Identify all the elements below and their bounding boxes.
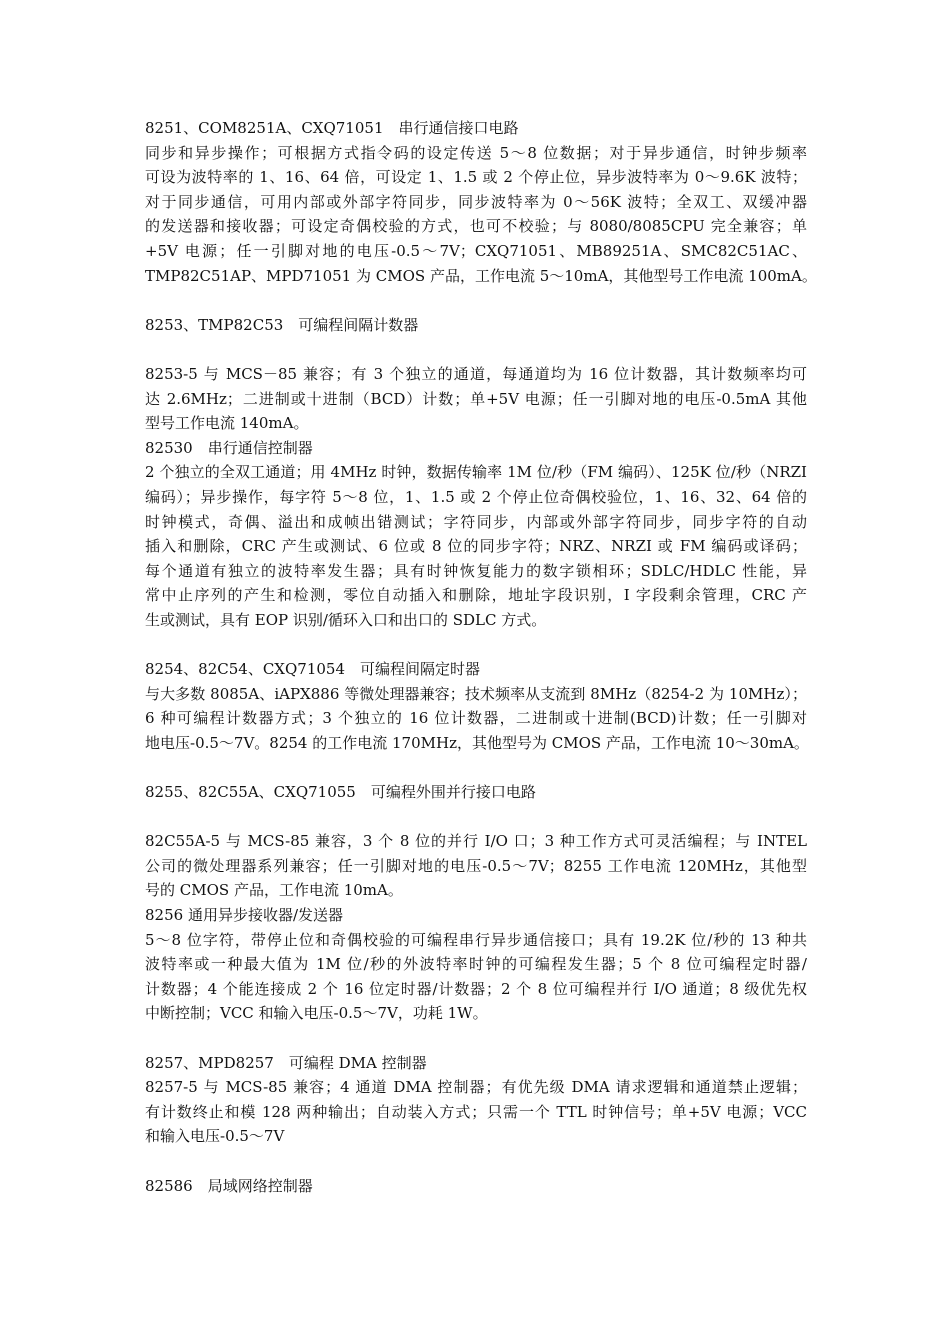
- paragraph-line: 82C55A-5 与 MCS-85 兼容，3 个 8 位的并行 I/O 口；3 种工作方式可灵活编程；与 INTEL: [145, 832, 807, 851]
- paragraph-line: 达 2.6MHz；二进制或十进制（BCD）计数；单+5V 电源；任一引脚对地的电压-0.5mA 其他: [145, 389, 807, 408]
- paragraph-line: 地电压-0.5～7V。8254 的工作电流 170MHz，其他型号为 CMOS 产品，工作电流 10～30mA。: [145, 733, 809, 752]
- section-heading-8254: 8254、82C54、CXQ71054 可编程间隔定时器: [145, 660, 480, 679]
- paragraph-line: TMP82C51AP、MPD71051 为 CMOS 产品，工作电流 5～10mA，其他型号工作电流 100mA。: [145, 266, 817, 285]
- spacer: [145, 337, 807, 362]
- paragraph-line: 的发送器和接收器；可设定奇偶校验的方式，也可不校验；与 8080/8085CPU 完全兼容；单: [145, 217, 807, 236]
- spacer: [145, 288, 807, 313]
- paragraph-line: 8257-5 与 MCS-85 兼容；4 通道 DMA 控制器；有优先级 DMA 请求逻辑和通道禁止逻辑；: [145, 1078, 807, 1097]
- section-heading-82530: 82530 串行通信控制器: [145, 438, 313, 457]
- paragraph-line: 8253-5 与 MCS－85 兼容；有 3 个独立的通道，每通道均为 16 位计数器，其计数频率均可: [145, 364, 807, 383]
- section-heading-8251: 8251、COM8251A、CXQ71051 串行通信接口电路: [145, 119, 519, 137]
- spacer: [145, 1149, 807, 1174]
- paragraph-line: 5～8 位字符，带停止位和奇偶校验的可编程串行异步通信接口；具有 19.2K 位/秒的 13 种共: [145, 930, 807, 949]
- paragraph-line: 对于同步通信，可用内部或外部字符同步，同步波特率为 0～56K 波特；全双工、双缓冲器: [145, 192, 807, 211]
- paragraph-line: 型号工作电流 140mA。: [145, 414, 309, 433]
- paragraph-line: 时钟模式，奇偶、溢出和成帧出错测试；字符同步，内部或外部字符同步，同步字符的自动: [145, 512, 807, 531]
- paragraph-line: 计数器；4 个能连接成 2 个 16 位定时器/计数器；2 个 8 位可编程并行 I/O 通道；8 级优先权: [145, 979, 807, 998]
- paragraph-line: 2 个独立的全双工通道；用 4MHz 时钟，数据传输率 1M 位/秒（FM 编码）、125K 位/秒（NRZI: [145, 463, 807, 482]
- paragraph-line: 每个通道有独立的波特率发生器；具有时钟恢复能力的数字锁相环；SDLC/HDLC 性能，异: [145, 561, 807, 580]
- paragraph-line: 和输入电压-0.5～7V: [145, 1127, 285, 1146]
- paragraph-line: 生或测试，具有 EOP 识别/循环入口和出口的 SDLC 方式。: [145, 610, 547, 629]
- spacer: [145, 1026, 807, 1051]
- paragraph-line: 同步和异步操作；可根据方式指令码的设定传送 5～8 位数据；对于异步通信，时钟步频率: [145, 143, 807, 162]
- section-heading-8257: 8257、MPD8257 可编程 DMA 控制器: [145, 1053, 427, 1072]
- paragraph-line: +5V 电源；任一引脚对地的电压-0.5～7V；CXQ71051、MB89251A、SMC82C51AC、: [145, 241, 807, 260]
- paragraph-line: 有计数终止和模 128 两种输出；自动装入方式；只需一个 TTL 时钟信号；单+5V 电源；VCC: [145, 1102, 807, 1121]
- paragraph-line: 常中止序列的产生和检测，零位自动插入和删除，地址字段识别，I 字段剩余管理，CRC 产: [145, 586, 807, 605]
- paragraph-line: 编码）；异步操作，每字符 5～8 位，1、1.5 或 2 个停止位奇偶校验位，1、16、32、64 倍的: [145, 487, 807, 506]
- spacer: [145, 632, 807, 657]
- paragraph-line: 号的 CMOS 产品，工作电流 10mA。: [145, 881, 403, 900]
- section-heading-82586: 82586 局域网络控制器: [145, 1176, 313, 1195]
- paragraph-line: 中断控制；VCC 和输入电压-0.5～7V，功耗 1W。: [145, 1004, 488, 1023]
- spacer: [145, 805, 807, 830]
- paragraph-line: 与大多数 8085A、iAPX886 等微处理器兼容；技术频率从支流到 8MHz（8254-2 为 10MHz）；: [145, 684, 807, 703]
- paragraph-line: 公司的微处理器系列兼容；任一引脚对地的电压-0.5～7V；8255 工作电流 120MHz，其他型: [145, 856, 807, 875]
- section-heading-8253: 8253、TMP82C53 可编程间隔计数器: [145, 315, 419, 334]
- paragraph-line: 插入和删除，CRC 产生或测试、6 位或 8 位的同步字符；NRZ、NRZI 或 FM 编码或译码；: [145, 537, 807, 556]
- section-heading-8256: 8256 通用异步接收器/发送器: [145, 906, 343, 924]
- document-body: [145, 116, 817, 1198]
- paragraph-line: 波特率或一种最大值为 1M 位/秒的外波特率时钟的可编程发生器；5 个 8 位可编程定时器/: [145, 955, 807, 974]
- paragraph-line: 6 种可编程计数器方式；3 个独立的 16 位计数器，二进制或十进制(BCD)计数；任一引脚对: [145, 709, 807, 728]
- spacer: [145, 755, 807, 780]
- paragraph-line: 可设为波特率的 1、16、64 倍，可设定 1、1.5 或 2 个停止位，异步波特率为 0～9.6K 波特；: [145, 168, 807, 187]
- section-heading-8255: 8255、82C55A、CXQ71055 可编程外围并行接口电路: [145, 783, 536, 802]
